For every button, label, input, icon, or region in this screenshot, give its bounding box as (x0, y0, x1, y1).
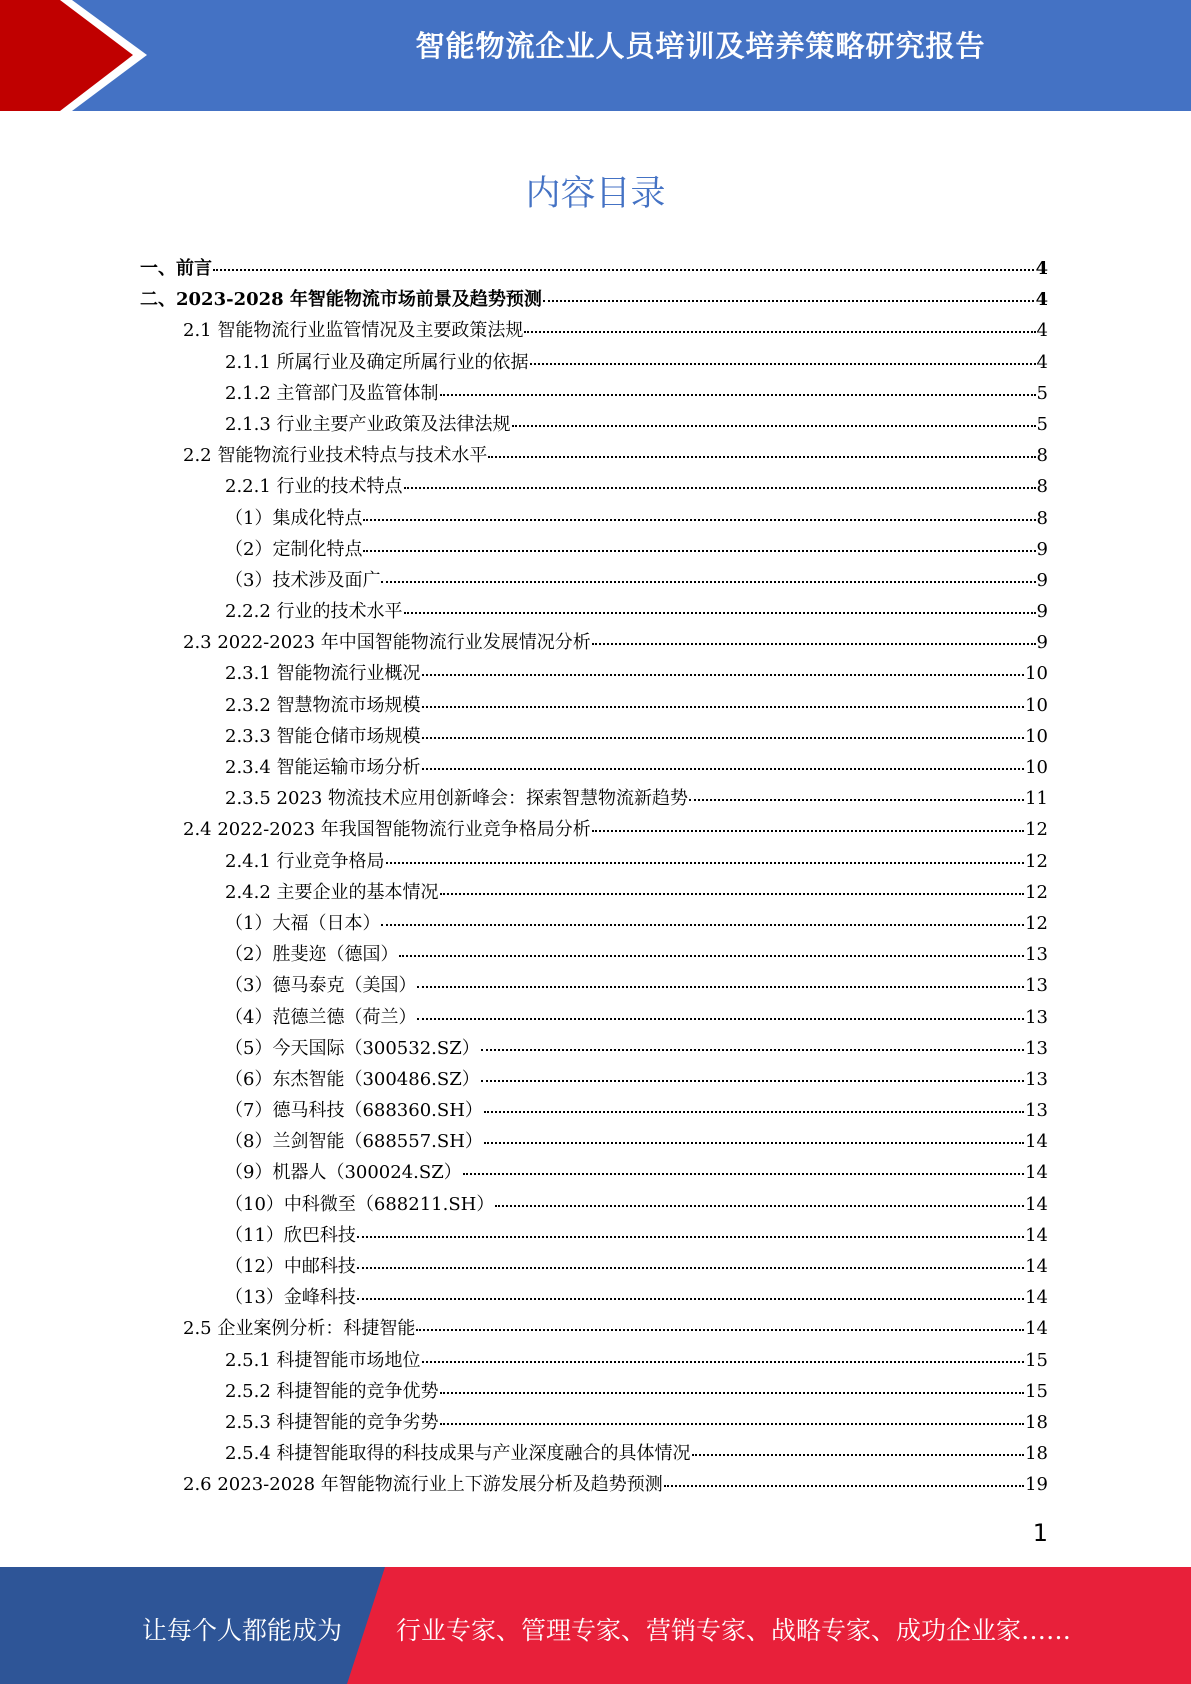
toc-entry-page: 13 (1025, 1100, 1048, 1122)
toc-dot-leader (381, 581, 1035, 583)
toc-entry-label: 2.3.5 2023 物流技术应用创新峰会：探索智慧物流新趋势 (225, 788, 689, 810)
toc-entry[interactable] (140, 410, 1048, 441)
toc-dot-leader (664, 1485, 1024, 1487)
toc-entry[interactable] (140, 316, 1048, 347)
toc-entry-page: 11 (1025, 788, 1048, 810)
toc-dot-leader (363, 519, 1035, 521)
toc-entry-page: 10 (1025, 694, 1048, 716)
toc-dot-leader (481, 1049, 1024, 1051)
toc-entry-page: 14 (1025, 1162, 1048, 1184)
toc-entry-label: （1）大福（日本） (225, 912, 381, 934)
toc-dot-leader (512, 425, 1036, 427)
toc-dot-leader (592, 830, 1024, 832)
toc-dot-leader (440, 394, 1036, 396)
toc-entry-label: （9）机器人（300024.SZ） (225, 1162, 462, 1184)
toc-entry-label: （10）中科微至（688211.SH） (225, 1193, 495, 1215)
toc-entry-page: 14 (1025, 1318, 1048, 1340)
toc-entry-label: 2.1.2 主管部门及监管体制 (225, 382, 439, 404)
toc-entry-label: 2.3.3 智能仓储市场规模 (225, 725, 421, 747)
toc-dot-leader (417, 1018, 1024, 1020)
toc-entry-label: （6）东杰智能（300486.SZ） (225, 1068, 480, 1090)
toc-dot-leader (381, 924, 1024, 926)
toc-entry[interactable] (140, 504, 1048, 535)
toc-entry[interactable] (140, 379, 1048, 410)
toc-entry[interactable] (140, 659, 1048, 690)
toc-dot-leader (530, 363, 1036, 365)
toc-entry-label: （3）技术涉及面广 (225, 569, 381, 591)
toc-entry-page: 14 (1025, 1256, 1048, 1277)
toc-dot-leader (524, 331, 1035, 333)
toc-entry-label: （12）中邮科技 (225, 1256, 356, 1277)
toc-entry-page: 12 (1025, 912, 1048, 934)
toc-dot-leader (357, 1298, 1024, 1300)
toc-dot-leader (422, 737, 1025, 739)
toc-entry[interactable] (140, 535, 1048, 566)
toc-entry[interactable] (140, 628, 1048, 659)
toc-dot-leader (213, 269, 1034, 271)
toc-entry-page: 8 (1036, 476, 1048, 498)
toc-entry-page: 4 (1035, 258, 1048, 279)
toc-entry[interactable] (140, 1439, 1048, 1470)
toc-entry-page: 8 (1036, 445, 1048, 467)
toc-entry-label: （5）今天国际（300532.SZ） (225, 1037, 480, 1059)
toc-dot-leader (484, 1111, 1024, 1113)
toc-entry[interactable] (140, 254, 1048, 285)
toc-entry-label: 2.6 2023-2028 年智能物流行业上下游发展分析及趋势预测 (183, 1474, 663, 1496)
toc-entry[interactable] (140, 971, 1048, 1002)
toc-entry-label: 2.1.3 行业主要产业政策及法律法规 (225, 413, 511, 435)
toc-entry[interactable] (140, 597, 1048, 628)
toc-entry[interactable] (140, 1190, 1048, 1221)
toc-entry[interactable] (140, 909, 1048, 940)
toc-dot-leader (592, 643, 1036, 645)
toc-entry-label: 2.4.2 主要企业的基本情况 (225, 881, 439, 903)
toc-entry[interactable] (140, 472, 1048, 503)
toc-entry-label: 2.2 智能物流行业技术特点与技术水平 (183, 445, 488, 467)
toc-entry-page: 13 (1025, 975, 1048, 997)
toc-entry[interactable] (140, 1003, 1048, 1034)
toc-heading: 内容目录 (525, 174, 666, 214)
toc-entry-label: 2.5.4 科捷智能取得的科技成果与产业深度融合的具体情况 (225, 1443, 691, 1465)
report-title: 智能物流企业人员培训及培养策略研究报告 (415, 29, 986, 63)
toc-entry-label: 2.3.2 智慧物流市场规模 (225, 694, 421, 716)
toc-dot-leader (363, 550, 1035, 552)
toc-dot-leader (495, 1205, 1024, 1207)
toc-entry-page: 5 (1036, 382, 1048, 404)
toc-entry-label: 2.5 企业案例分析：科捷智能 (183, 1318, 416, 1340)
toc-entry[interactable] (140, 1221, 1048, 1252)
toc-dot-leader (404, 487, 1036, 489)
toc-entry-page: 8 (1036, 507, 1048, 529)
toc-entry-page: 4 (1035, 289, 1048, 311)
toc-dot-leader (692, 1454, 1025, 1456)
toc-entry[interactable] (140, 1127, 1048, 1158)
toc-dot-leader (543, 300, 1035, 302)
toc-dot-leader (422, 674, 1025, 676)
toc-entry[interactable] (140, 566, 1048, 597)
toc-entry[interactable] (140, 1158, 1048, 1189)
toc-entry-page: 14 (1025, 1131, 1048, 1153)
toc-entry-page: 18 (1025, 1443, 1048, 1465)
toc-dot-leader (357, 1236, 1024, 1238)
toc-entry-page: 18 (1025, 1411, 1048, 1433)
toc-entry-label: 二、2023-2028 年智能物流市场前景及趋势预测 (140, 289, 542, 311)
toc-entry-page: 12 (1025, 850, 1048, 872)
toc-entry-page: 15 (1025, 1380, 1048, 1402)
report-footer (0, 1567, 1191, 1684)
toc-entry-label: 2.5.2 科捷智能的竞争优势 (225, 1380, 439, 1402)
toc-entry[interactable] (140, 784, 1048, 815)
toc-entry-page: 9 (1036, 569, 1048, 591)
toc-dot-leader (404, 612, 1036, 614)
toc-entry-label: 2.2.1 行业的技术特点 (225, 476, 403, 498)
report-header (0, 0, 1191, 111)
toc-entry-label: 2.4.1 行业竞争格局 (225, 850, 385, 872)
toc-entry-label: 2.5.1 科捷智能市场地位 (225, 1349, 421, 1371)
toc-entry[interactable] (140, 691, 1048, 722)
toc-dot-leader (440, 1392, 1025, 1394)
toc-entry[interactable] (140, 847, 1048, 878)
toc-dot-leader (481, 1080, 1024, 1082)
toc-entry-page: 15 (1025, 1349, 1048, 1371)
toc-entry[interactable] (140, 1283, 1048, 1314)
toc-entry-label: 2.3.4 智能运输市场分析 (225, 757, 421, 778)
toc-entry[interactable] (140, 1377, 1048, 1408)
toc-entry[interactable] (140, 1065, 1048, 1096)
toc-entry-label: （13）金峰科技 (225, 1287, 356, 1309)
toc-dot-leader (689, 799, 1024, 801)
toc-entry-page: 10 (1025, 757, 1048, 778)
toc-entry-label: 一、前言 (140, 258, 212, 279)
toc-entry-page: 9 (1036, 538, 1048, 560)
toc-entry[interactable] (140, 1346, 1048, 1377)
toc-dot-leader (386, 862, 1025, 864)
toc-dot-leader (488, 456, 1035, 458)
toc-entry-label: （8）兰剑智能（688557.SH） (225, 1131, 483, 1153)
toc-entry-label: 2.1 智能物流行业监管情况及主要政策法规 (183, 320, 524, 342)
toc-entry[interactable] (140, 285, 1048, 316)
toc-entry-label: （4）范德兰德（荷兰） (225, 1006, 417, 1028)
toc-entry-page: 13 (1025, 1037, 1048, 1059)
toc-entry-label: （11）欣巴科技 (225, 1224, 356, 1246)
toc-entry-page: 13 (1025, 944, 1048, 966)
toc-entry[interactable] (140, 1314, 1048, 1345)
toc-entry-page: 14 (1025, 1287, 1048, 1309)
toc-dot-leader (399, 955, 1024, 957)
toc-entry-label: 2.4 2022-2023 年我国智能物流行业竞争格局分析 (183, 819, 591, 841)
toc-entry[interactable] (140, 348, 1048, 379)
toc-entry-page: 13 (1025, 1006, 1048, 1028)
toc-entry-page: 19 (1025, 1474, 1048, 1496)
toc-entry-page: 4 (1036, 320, 1048, 342)
toc-entry-label: 2.2.2 行业的技术水平 (225, 601, 403, 623)
toc-dot-leader (422, 768, 1025, 770)
toc-entry-label: 2.3.1 智能物流行业概况 (225, 663, 421, 685)
toc-entry-page: 4 (1036, 351, 1048, 373)
toc-dot-leader (416, 1329, 1024, 1331)
toc-dot-leader (484, 1142, 1024, 1144)
toc-dot-leader (440, 1423, 1025, 1425)
toc-entry[interactable] (140, 878, 1048, 909)
toc-entry-page: 10 (1025, 663, 1048, 685)
toc-entry-page: 14 (1025, 1224, 1048, 1246)
toc-dot-leader (422, 1361, 1025, 1363)
toc-dot-leader (417, 986, 1024, 988)
toc-entry-page: 14 (1025, 1193, 1048, 1215)
toc-entry-label: （3）德马泰克（美国） (225, 975, 417, 997)
toc-entry-label: （1）集成化特点 (225, 507, 363, 529)
toc-dot-leader (440, 893, 1025, 895)
toc-dot-leader (357, 1267, 1024, 1269)
toc-entry-label: 2.3 2022-2023 年中国智能物流行业发展情况分析 (183, 632, 591, 654)
table-of-contents (140, 254, 1048, 1502)
toc-entry-label: （7）德马科技（688360.SH） (225, 1100, 483, 1122)
toc-entry-page: 9 (1036, 601, 1048, 623)
toc-entry-page: 5 (1036, 413, 1048, 435)
footer-slogan-right: 行业专家、管理专家、营销专家、战略专家、成功企业家…… (396, 1616, 1072, 1645)
toc-entry[interactable] (140, 1252, 1048, 1283)
toc-dot-leader (463, 1173, 1024, 1175)
toc-entry-label: （2）定制化特点 (225, 538, 363, 560)
toc-entry-label: 2.1.1 所属行业及确定所属行业的依据 (225, 351, 529, 373)
toc-entry[interactable] (140, 441, 1048, 472)
toc-dot-leader (422, 706, 1025, 708)
toc-entry[interactable] (140, 1408, 1048, 1439)
toc-entry-page: 10 (1025, 725, 1048, 747)
toc-entry-page: 9 (1036, 632, 1048, 654)
toc-entry[interactable] (140, 722, 1048, 753)
toc-entry[interactable] (140, 1096, 1048, 1127)
toc-entry-page: 13 (1025, 1068, 1048, 1090)
toc-entry-label: 2.5.3 科捷智能的竞争劣势 (225, 1411, 439, 1433)
toc-entry[interactable] (140, 815, 1048, 846)
toc-entry-page: 12 (1025, 881, 1048, 903)
toc-entry[interactable] (140, 1034, 1048, 1065)
toc-entry-page: 12 (1025, 819, 1048, 841)
toc-entry-label: （2）胜斐迩（德国） (225, 944, 399, 966)
toc-entry[interactable] (140, 1470, 1048, 1501)
footer-slogan-left: 让每个人都能成为 (142, 1616, 343, 1645)
page-number: 1 (1032, 1519, 1048, 1547)
toc-entry[interactable] (140, 753, 1048, 784)
toc-entry[interactable] (140, 940, 1048, 971)
